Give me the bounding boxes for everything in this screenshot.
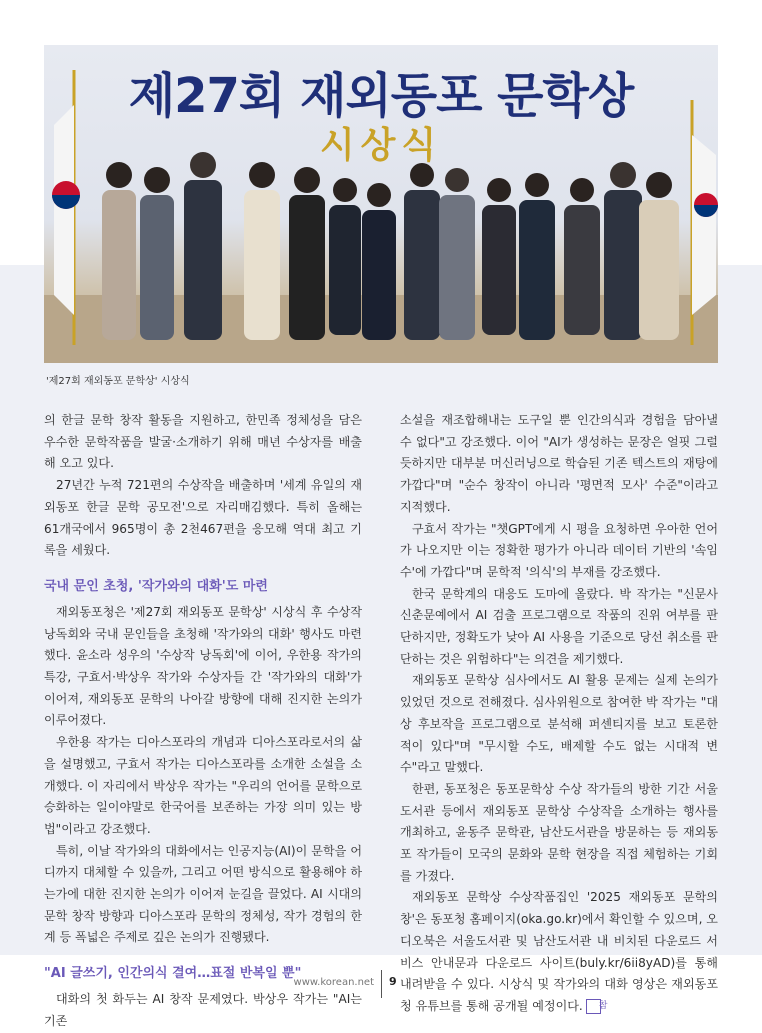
paragraph: 한편, 동포청은 동포문학상 수상 작가들의 방한 기간 서울도서관 등에서 재외동포 문학상 수상작을 소개하는 행사를 개최하고, 윤동주 문학관, 남산도서관을 방문하는 등 재외동포 작가들이 모국의 문화와 문학 현장을 직접 체험하는 기회를 가졌다. xyxy=(400,781,718,883)
paragraph: 우한용 작가는 디아스포라의 개념과 디아스포라로서의 삶을 설명했고, 구효서 작가는 디아스포라를 소개한 소설을 소개했다. 이 자리에서 박상우 작가는 "우리의 언어를 문학으로 승화하는 일이야말로 한국어를 보존하는 가장 의미 있는 방법"이라고 강조했다. xyxy=(44,735,362,836)
paragraph: 한국 문학계의 대응도 도마에 올랐다. 박 작가는 "신문사 신춘문예에서 AI 검출 프로그램으로 작품의 진위 여부를 판단하지만, 정확도가 낮아 AI 사용을 기준으로 당선 취소를 판단하는 것은 위험하다"는 의견을 제기했다. xyxy=(400,586,718,666)
paragraph: 27년간 누적 721편의 수상작을 배출하며 '세계 유일의 재외동포 한글 문학 공모전'으로 자리매김했다. 특히 올해는 61개국에서 965명이 총 2천467편을 응모해 역대 최고 기록을 세웠다. xyxy=(44,478,362,558)
paragraph: 재외동포 문학상 심사에서도 AI 활용 문제는 실제 논의가 있었던 것으로 전해졌다. 심사위원으로 참여한 박 작가는 "대상 후보작을 프로그램으로 분석해 퍼센티지를 보고 토론한 적이 있다"며 "무시할 수도, 배제할 수도 없는 시대적 변수"라고 말했다. xyxy=(400,673,718,775)
paragraph: 의 한글 문학 창작 활동을 지원하고, 한민족 정체성을 담은 우수한 문학작품을 발굴·소개하기 위해 매년 수상자를 배출해 오고 있다. xyxy=(44,413,362,471)
page-footer xyxy=(0,970,762,1000)
paragraph: 구효서 작가는 "챗GPT에게 시 평을 요청하면 우아한 언어가 나오지만 이는 정확한 평가가 아니라 데이터 기반의 '속임수'에 가깝다"며 문학적 '의식'의 부재를 강조했다. xyxy=(400,521,718,579)
paragraph: 대화의 첫 화두는 AI 창작 문제였다. 박상우 작가는 "AI는 기존 xyxy=(44,992,362,1028)
paragraph: 소설을 재조합해내는 도구일 뿐 인간의식과 경험을 담아낼 수 없다"고 강조했다. 이어 "AI가 생성하는 문장은 얼핏 그럴듯하지만 대부분 머신러닝으로 학습된 기존 텍스트의 재탕에 가깝다"며 "순수 창작이 아니라 '평면적 모사' 수준"이라고 지적했다. xyxy=(400,413,718,514)
left-column xyxy=(44,410,362,1033)
section-heading: "AI 글쓰기, 인간의식 결여…표절 반복일 뿐" xyxy=(44,966,302,982)
paragraph: 재외동포청은 '제27회 재외동포 문학상' 시상식 후 수상작 낭독회와 국내 문인들을 초청해 '작가와의 대화' 행사도 마련했다. 윤소라 성우의 '수상작 낭독회'에 이어, 우한용 작가의 특강, 구효서·박상우 작가와 수상자들 간 '작가와의 대화'가 이어져, 재외동포 문학의 나아갈 방향에 대해 진지한 논의가 이루어졌다. xyxy=(44,604,362,728)
section-heading: 국내 문인 초청, '작가와의 대화'도 마련 xyxy=(44,578,268,594)
footer-divider xyxy=(381,970,382,998)
photo-caption: '제27회 재외동포 문학상' 시상식 xyxy=(46,376,190,387)
right-column xyxy=(400,410,718,1018)
banner-title-line1: 제27회 재외동포 문학상 xyxy=(128,68,634,124)
paragraph: 특히, 이날 작가와의 대화에서는 인공지능(AI)이 문학을 어디까지 대체할 수 있을까, 그리고 어떤 방식으로 활용해야 하는가에 대한 진지한 논의가 이어져 눈길을 끌었다. AI 시대의 문학 창작 방향과 디아스포라 문학의 정체성, 작가 경험의 한계 등 폭넓은 주제로 깊은 논의가 진행됐다. xyxy=(44,843,362,945)
page-number: 9 xyxy=(389,975,397,988)
ceremony-photo xyxy=(44,45,718,363)
end-mark-icon: 참 xyxy=(586,999,601,1014)
banner-title-line2: 시상식 xyxy=(319,125,443,166)
footer-url: www.korean.net xyxy=(293,977,374,988)
paragraph-text: 재외동포 문학상 수상작품집인 '2025 재외동포 문학의 창'은 동포청 홈페이지(oka.go.kr)에서 확인할 수 있으며, 오디오북은 서울도서관 및 남산도서관 내 비치된 다운로드 서비스 안내문과 다운로드 사이트(buly.kr/6ii8yAD)를 통해 내려받을 수 있다. 시상식 및 작가와의 대화 영상은 재외동포청 유튜브를 통해 공개될 예정이다. xyxy=(400,890,718,1013)
